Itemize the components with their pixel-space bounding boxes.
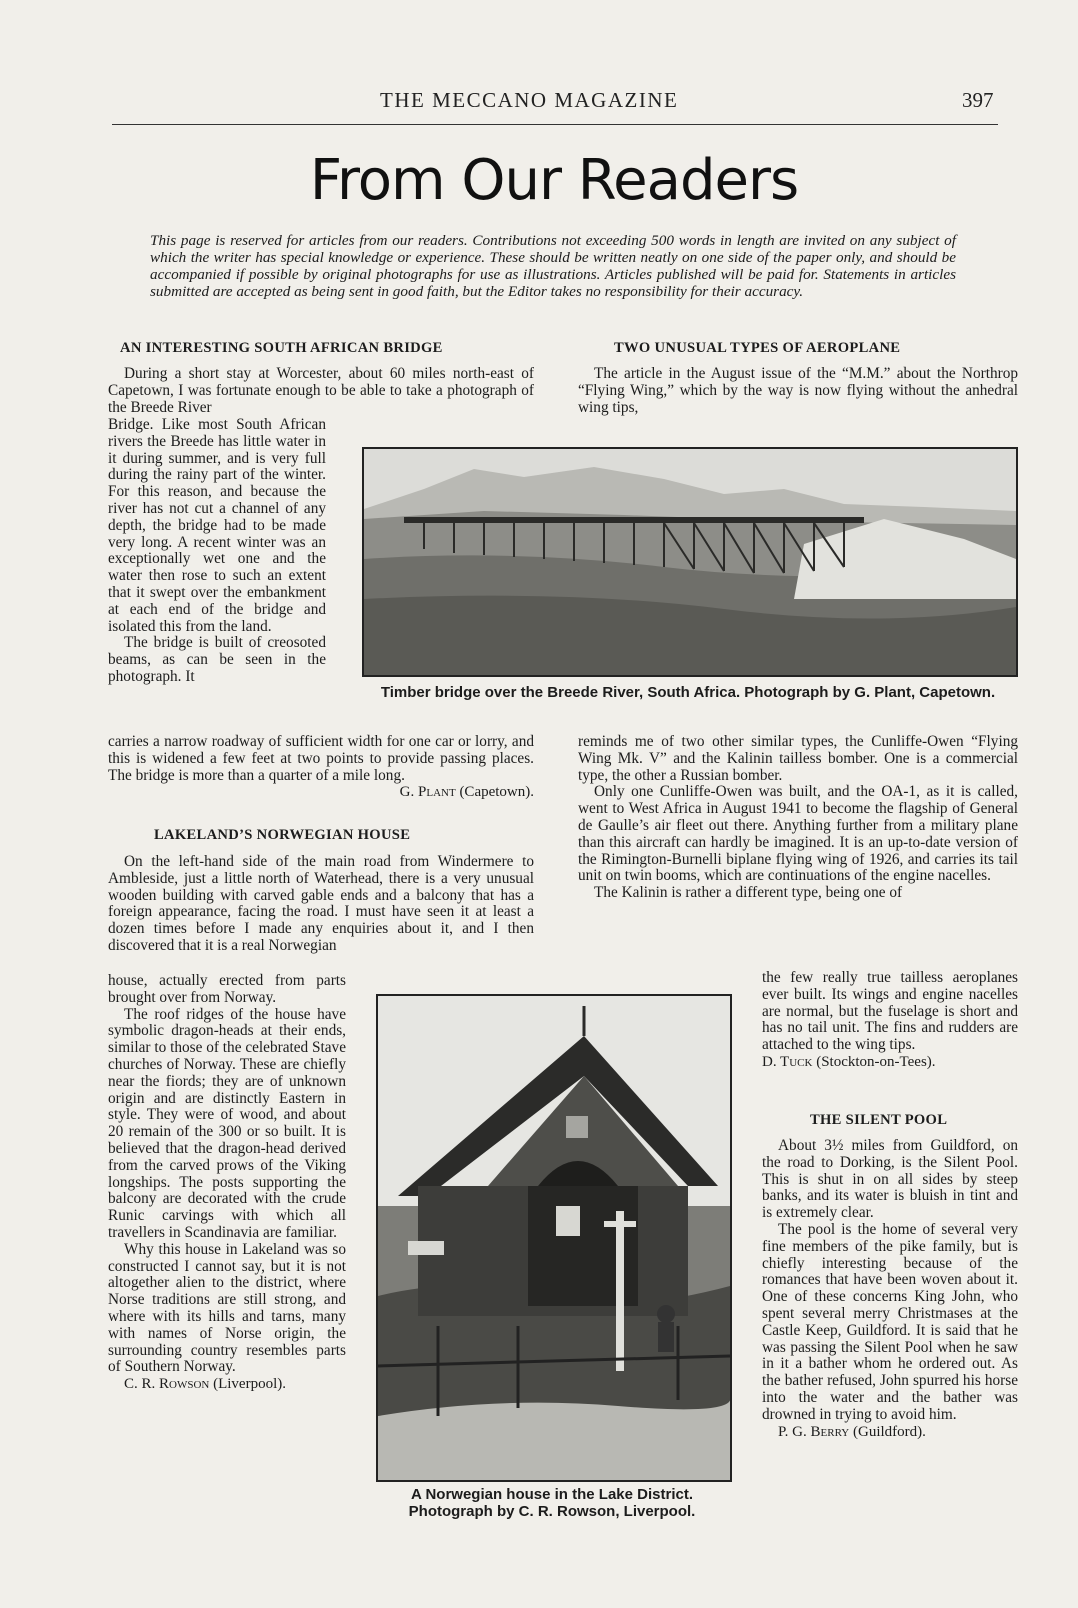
norwegian-text-3: Why this house in Lakeland was so constructed I cannot say, but it is not altogether alien to the district, where Norse traditions are still strong, and where with its hills and tarns, many with names of Norse origin, the surrounding country resembles parts of Southern Norway.: [108, 1240, 346, 1376]
aeroplane-signature-place: (Stockton-on-Tees).: [816, 1053, 936, 1070]
norwegian-para-1a: [108, 854, 534, 955]
aeroplane-signature: [762, 1054, 1018, 1071]
bridge-text-1b: Bridge. Like most South African rivers the Breede has little water in it during summer, and is very full during the rainy part of the winter. For this reason, and because the river has not cut a channel of any depth, the bridge had to be made very long. A recent winter was an exceptionally wet one and the water then rose to such an extent that it swept over the embankment at each end of the bridge and isolated this from the land.: [108, 416, 326, 635]
page-number: 397: [962, 88, 994, 112]
norwegian-heading: LAKELAND’S NORWEGIAN HOUSE: [154, 827, 411, 843]
bridge-signature: [108, 784, 534, 801]
pool-signature-place: (Guildford).: [853, 1423, 926, 1440]
bridge-photo-image: [364, 449, 1016, 675]
norwegian-signature-place: (Liverpool).: [213, 1376, 286, 1393]
norwegian-signature: [108, 1376, 346, 1393]
page-title: From Our Readers: [309, 148, 799, 213]
pool-text-2: The pool is the home of several very fine members of the pike family, but is chiefly interesting because of the romances that have been woven about it. One of these concerns King John, who spent several merry Christmases at the Castle Keep, Guildford. It is said that he was passing the Silent Pool when he saw in it a bather whom he ordered out. As the bather refused, John spurred his horse into the water and the bather was drowned in trying to avoid him.: [762, 1220, 1018, 1423]
bridge-heading: AN INTERESTING SOUTH AFRICAN BRIDGE: [120, 340, 443, 356]
pool-signature: [762, 1424, 1018, 1441]
norwegian-signature-name: C. R. Rowson: [124, 1376, 210, 1393]
aeroplane-signature-name: D. Tuck: [762, 1053, 813, 1070]
aeroplane-para-1a: [578, 366, 1018, 416]
norwegian-house-photo: [376, 994, 732, 1482]
bridge-photo: [362, 447, 1018, 677]
aeroplane-text-1a: The article in the August issue of the “M.M.” about the Northrop “Flying Wing,” which by the way is now flying without the anhedral wing tips,: [578, 365, 1018, 416]
norwegian-text-1b: house, actually erected from parts brought over from Norway.: [108, 972, 346, 1006]
header-rule: [112, 124, 998, 125]
aeroplane-para-body: [578, 734, 1018, 902]
aeroplane-para-3b: [762, 970, 1018, 1071]
bridge-caption: Timber bridge over the Breede River, South Africa. Photograph by G. Plant, Capetown.: [380, 684, 996, 701]
norwegian-para-body: [108, 973, 346, 1393]
intro-paragraph: This page is reserved for articles from our readers. Contributions not exceeding 500 words in length are invited on any subject of which the writer has special knowledge or experience. These should be written neatly on one side of the paper only, and should be accompanied if possible by original photographs for use as illustrations. Articles published will be paid for. Statements in articles submitted are accepted as being sent in good faith, but the Editor takes no responsibility for their accuracy.: [150, 232, 956, 300]
bridge-text-2a: The bridge is built of creosoted beams, as can be seen in the photograph. It: [108, 634, 326, 685]
pool-text-1: About 3½ miles from Guildford, on the road to Dorking, is the Silent Pool. This is shut in on all sides by steep banks, and its water is bluish in tint and is extremely clear.: [762, 1137, 1018, 1222]
pool-heading: THE SILENT POOL: [810, 1112, 948, 1128]
aeroplane-text-3b: the few really true tailless aeroplanes ever built. Its wings and engine nacelles are normal, but the fuselage is short and has no tail unit. The fins and rudders are attached to the wing tips.: [762, 969, 1018, 1054]
aeroplane-text-3a: The Kalinin is rather a different type, being one of: [594, 884, 903, 902]
norwegian-text-1a: On the left-hand side of the main road from Windermere to Ambleside, just a little north of Waterhead, there is a very unusual wooden building with carved gable ends and a balcony that has a foreign appearance, facing the road. I must have seen it at least a dozen times before I made any enquiries about it, and I then discovered that it is a real Norwegian: [108, 853, 534, 954]
norwegian-house-photo-image: [378, 996, 730, 1480]
pool-signature-name: P. G. Berry: [778, 1423, 850, 1440]
bridge-signature-name: G. Plant: [399, 784, 456, 801]
pool-body: [762, 1138, 1018, 1440]
bridge-text-1a: During a short stay at Worcester, about 60 miles north-east of Capetown, I was fortunate enough to be able to take a photograph of the Breede River: [108, 365, 534, 416]
aeroplane-text-2: Only one Cunliffe-Owen was built, and the OA-1, as it is called, went to West Africa in August 1941 to become the flagship of General de Gaulle’s air fleet out there. Anything further from a military plane than this aircraft can hardly be imagined. It is an up-to-date version of the Rimington-Burnelli biplane flying wing of 1926, and carries its tail unit on twin booms, which are continuations of the engine nacelles.: [578, 783, 1018, 885]
norwegian-text-2: The roof ridges of the house have symbolic dragon-heads at their ends, similar to those of the celebrated Stave churches of Norway. These are chiefly near the fiords; they are of unknown origin and are distinctly Eastern in style. They were of wood, and about 20 remain of the 300 or so built. It is believed that the dragon-head derived from the carved prows of the Viking longships. The posts supporting the balcony are decorated with the crude Runic carvings with which all travellers in Scandinavia are familiar.: [108, 1005, 346, 1241]
bridge-para-1a: [108, 366, 534, 416]
aeroplane-heading: TWO UNUSUAL TYPES OF AEROPLANE: [614, 340, 901, 356]
bridge-para-1b: [108, 417, 326, 686]
norwegian-caption: A Norwegian house in the Lake District. Photograph by C. R. Rowson, Liverpool.: [408, 1486, 696, 1520]
magazine-title: THE MECCANO MAGAZINE: [380, 88, 679, 112]
bridge-text-2b: carries a narrow roadway of sufficient width for one car or lorry, and this is widened a few feet at two points to provide passing places. The bridge is more than a quarter of a mile long.: [108, 733, 534, 784]
aeroplane-text-1b: reminds me of two other similar types, the Cunliffe-Owen “Flying Wing Mk. V” and the Kalinin tailless bomber. One is a commercial type, the other a Russian bomber.: [578, 733, 1018, 784]
bridge-signature-place: (Capetown).: [459, 784, 534, 801]
bridge-para-2b: [108, 734, 534, 801]
